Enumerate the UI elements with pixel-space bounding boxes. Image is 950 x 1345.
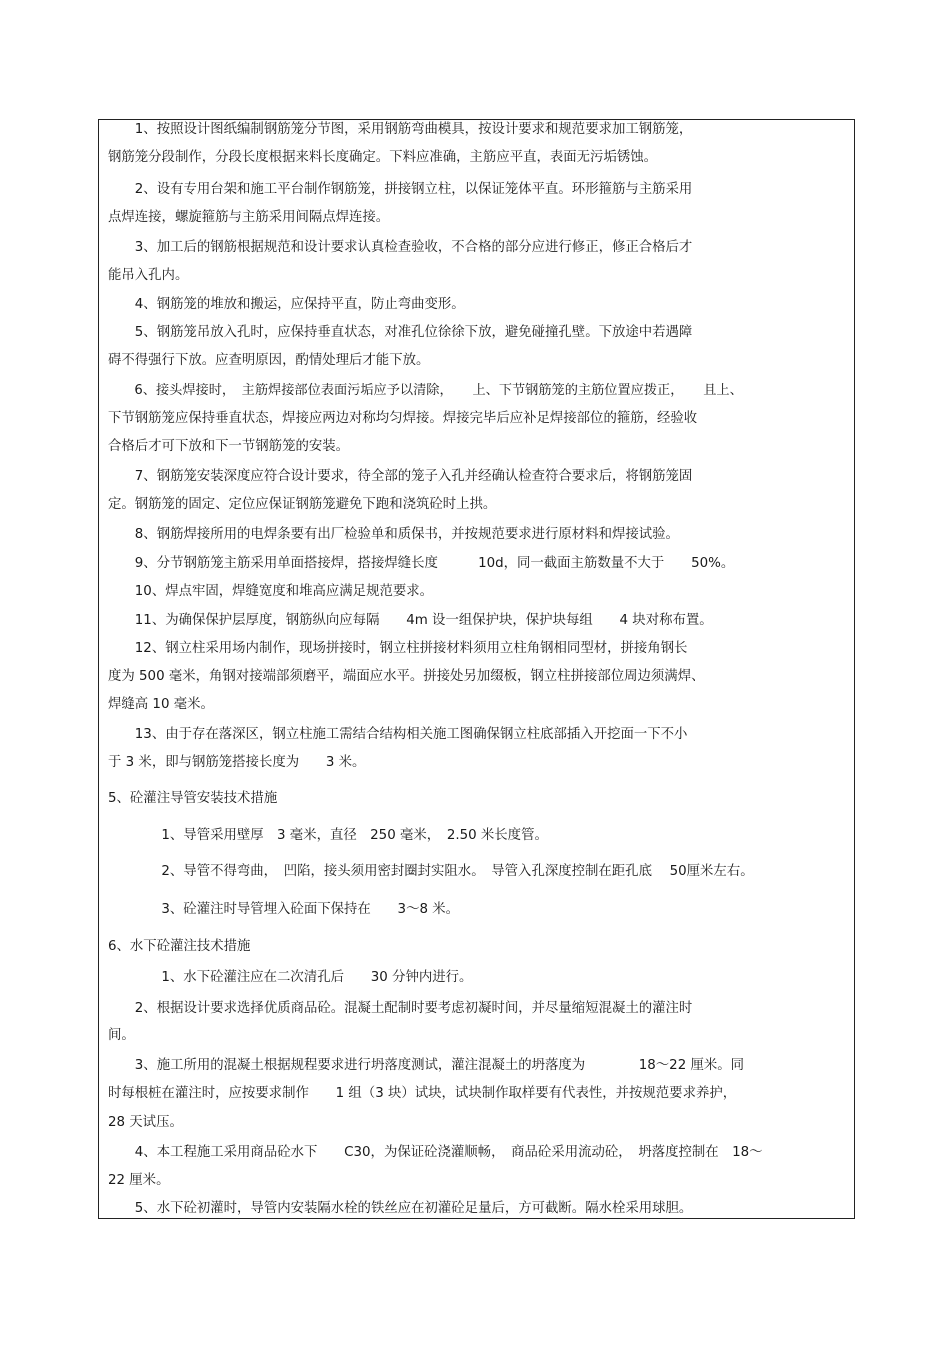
section-heading: 6、水下砼灌注技术措施 bbox=[108, 939, 251, 954]
text-line: 焊缝高 10 毫米。 bbox=[108, 697, 214, 712]
text-line: 间。 bbox=[108, 1028, 135, 1043]
text-line: 1、导管采用壁厚 3 毫米，直径 250 毫米， 2.50 米长度管。 bbox=[148, 828, 548, 843]
text-line: 4、钢筋笼的堆放和搬运，应保持平直，防止弯曲变形。 bbox=[108, 297, 465, 312]
text-line: 3、施工所用的混凝土根据规程要求进行坍落度测试，灌注混凝土的坍落度为 18～22 厘米。同 bbox=[108, 1058, 745, 1073]
text-line: 5、钢筋笼吊放入孔时，应保持垂直状态，对准孔位徐徐下放，避免碰撞孔壁。下放途中若遇障 bbox=[108, 325, 693, 340]
text-line: 22 厘米。 bbox=[108, 1173, 170, 1188]
text-line: 3、砼灌注时导管埋入砼面下保持在 3～8 米。 bbox=[148, 902, 460, 917]
text-line: 13、由于存在落深区，钢立柱施工需结合结构相关施工图确保钢立柱底部插入开挖面一下不小 bbox=[108, 727, 688, 742]
text-line: 10、焊点牢固，焊缝宽度和堆高应满足规范要求。 bbox=[108, 584, 434, 599]
text-line: 碍不得强行下放。应查明原因，酌情处理后才能下放。 bbox=[108, 353, 430, 368]
text-line: 钢筋笼分段制作，分段长度根据来料长度确定。下料应准确，主筋应平直，表面无污垢锈蚀。 bbox=[108, 150, 658, 165]
text-line: 时每根桩在灌注时，应按要求制作 1 组（3 块）试块，试块制作取样要有代表性，并按规范要求养护， bbox=[108, 1086, 737, 1101]
text-line: 4、本工程施工采用商品砼水下 C30，为保证砼浇灌顺畅， 商品砼采用流动砼， 坍落度控制在 18～ bbox=[108, 1145, 763, 1160]
text-line: 9、分节钢筋笼主筋采用单面搭接焊，搭接焊缝长度 10d，同一截面主筋数量不大于 50%。 bbox=[108, 556, 735, 571]
text-line: 6、接头焊接时， 主筋焊接部位表面污垢应予以清除， 上、下节钢筋笼的主筋位置应拨正， 且上、 bbox=[108, 383, 743, 398]
text-line: 11、为确保保护层厚度，钢筋纵向应每隔 4m 设一组保护块，保护块每组 4 块对称布置。 bbox=[108, 613, 713, 628]
text-line: 2、根据设计要求选择优质商品砼。混凝土配制时要考虑初凝时间，并尽量缩短混凝土的灌注时 bbox=[108, 1001, 693, 1016]
text-line: 7、钢筋笼安装深度应符合设计要求，待全部的笼子入孔并经确认检查符合要求后，将钢筋笼固 bbox=[108, 469, 693, 484]
text-line: 于 3 米，即与钢筋笼搭接长度为 3 米。 bbox=[108, 755, 366, 770]
text-line: 点焊连接，螺旋箍筋与主筋采用间隔点焊连接。 bbox=[108, 210, 390, 225]
text-line: 2、设有专用台架和施工平台制作钢筋笼，拼接钢立柱，以保证笼体平直。环形箍筋与主筋采用 bbox=[108, 182, 693, 197]
text-line: 8、钢筋焊接所用的电焊条要有出厂检验单和质保书，并按规范要求进行原材料和焊接试验。 bbox=[108, 527, 679, 542]
text-line: 度为 500 毫米，角钢对接端部须磨平，端面应水平。拼接处另加缀板，钢立柱拼接部位周边须满焊、 bbox=[108, 669, 705, 684]
text-line: 5、水下砼初灌时，导管内安装隔水栓的铁丝应在初灌砼足量后，方可截断。隔水栓采用球胆。 bbox=[108, 1201, 693, 1216]
text-line: 能吊入孔内。 bbox=[108, 268, 189, 283]
text-line: 1、按照设计图纸编制钢筋笼分节图，采用钢筋弯曲模具，按设计要求和规范要求加工钢筋笼， bbox=[108, 122, 693, 137]
text-line: 3、加工后的钢筋根据规范和设计要求认真检查验收，不合格的部分应进行修正，修正合格后才 bbox=[108, 240, 693, 255]
text-line: 1、水下砼灌注应在二次清孔后 30 分钟内进行。 bbox=[148, 970, 473, 985]
text-line: 28 天试压。 bbox=[108, 1115, 183, 1130]
text-line: 12、钢立柱采用场内制作，现场拼接时，钢立柱拼接材料须用立柱角钢相同型材，拼接角钢长 bbox=[108, 641, 688, 656]
text-line: 合格后才可下放和下一节钢筋笼的安装。 bbox=[108, 439, 350, 454]
text-line: 定。钢筋笼的固定、定位应保证钢筋笼避免下跑和浇筑砼时上拱。 bbox=[108, 497, 497, 512]
section-heading: 5、砼灌注导管安装技术措施 bbox=[108, 791, 278, 806]
text-line: 下节钢筋笼应保持垂直状态，焊接应两边对称均匀焊接。焊接完毕后应补足焊接部位的箍筋，经验收 bbox=[108, 411, 698, 426]
text-line: 2、导管不得弯曲， 凹陷，接头须用密封圈封实阻水。 导管入孔深度控制在距孔底 50厘米左右。 bbox=[148, 864, 754, 879]
